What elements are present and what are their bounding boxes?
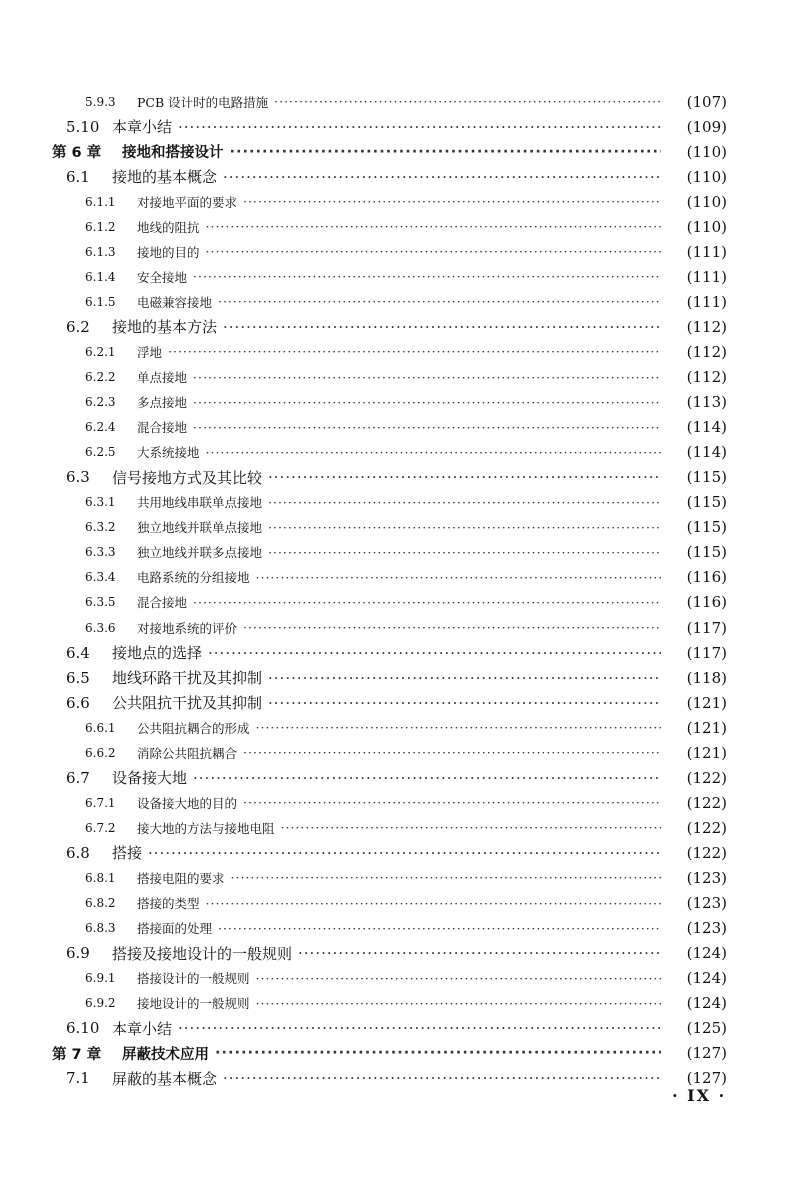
dot-leader bbox=[215, 1045, 661, 1061]
dot-leader bbox=[193, 769, 661, 787]
toc-entry-page: (112) bbox=[686, 368, 727, 387]
toc-entry-number: 6.3.1 bbox=[85, 495, 116, 510]
toc-entry-page: (127) bbox=[686, 1044, 727, 1063]
toc-entry-number: 6.8.3 bbox=[85, 921, 116, 936]
dot-leader bbox=[243, 194, 661, 209]
toc-entry-title: 对接地平面的要求 bbox=[137, 194, 238, 210]
toc-entry[interactable] bbox=[0, 916, 793, 941]
toc-entry-title: 接地的目的 bbox=[137, 244, 200, 260]
toc-entry-title: 大系统接地 bbox=[137, 445, 200, 461]
toc-entry[interactable] bbox=[0, 390, 793, 415]
toc-entry-page: (110) bbox=[686, 142, 727, 161]
toc-entry-number: 第 6 章 bbox=[52, 145, 102, 162]
toc-entry-page: (125) bbox=[686, 1019, 727, 1038]
toc-entry[interactable] bbox=[0, 1016, 793, 1041]
toc-entry-number: 6.2.1 bbox=[85, 344, 116, 359]
toc-entry-page: (115) bbox=[686, 493, 727, 512]
table-of-contents bbox=[0, 89, 793, 1091]
toc-entry-title: 本章小结 bbox=[112, 118, 173, 137]
toc-entry-page: (124) bbox=[686, 944, 727, 963]
toc-entry-number: 6.3.3 bbox=[85, 545, 116, 560]
dot-leader bbox=[256, 996, 661, 1011]
toc-entry[interactable] bbox=[0, 440, 793, 465]
toc-entry[interactable] bbox=[0, 991, 793, 1016]
dot-leader bbox=[256, 720, 661, 735]
dot-leader bbox=[243, 795, 661, 810]
toc-entry-number: 6.3 bbox=[66, 468, 90, 487]
toc-entry-title: 混合接地 bbox=[137, 595, 188, 611]
toc-entry-title: 地线环路干扰及其抑制 bbox=[112, 669, 263, 688]
toc-entry-number: 7.1 bbox=[66, 1069, 90, 1088]
toc-entry[interactable] bbox=[0, 139, 793, 164]
dot-leader bbox=[223, 1069, 661, 1087]
dot-leader bbox=[206, 896, 661, 911]
dot-leader bbox=[231, 870, 661, 885]
toc-entry[interactable] bbox=[0, 865, 793, 890]
toc-entry-page: (116) bbox=[686, 568, 727, 587]
toc-entry-number: 6.2.5 bbox=[85, 445, 116, 460]
dot-leader bbox=[178, 118, 661, 136]
dot-leader bbox=[268, 495, 661, 510]
toc-entry-number: 6.2.4 bbox=[85, 420, 116, 435]
toc-entry-title: 公共阻抗干扰及其抑制 bbox=[112, 694, 263, 713]
toc-entry-number: 6.1.3 bbox=[85, 244, 116, 259]
toc-entry-title: 对接地系统的评价 bbox=[137, 620, 238, 636]
dot-leader bbox=[193, 395, 661, 410]
toc-entry[interactable] bbox=[0, 239, 793, 264]
toc-entry-title: 电路系统的分组接地 bbox=[137, 570, 250, 586]
toc-entry[interactable] bbox=[0, 189, 793, 214]
toc-entry[interactable] bbox=[0, 565, 793, 590]
toc-entry-number: 6.7 bbox=[66, 768, 90, 787]
toc-entry-number: 6.6 bbox=[66, 693, 90, 712]
toc-entry-title: 接地设计的一般规则 bbox=[137, 996, 250, 1012]
toc-entry-title: 浮地 bbox=[137, 344, 163, 360]
toc-entry-number: 6.8 bbox=[66, 843, 90, 862]
toc-entry[interactable] bbox=[0, 339, 793, 364]
toc-entry[interactable] bbox=[0, 365, 793, 390]
toc-entry-number: 6.2.3 bbox=[85, 395, 116, 410]
toc-entry[interactable] bbox=[0, 465, 793, 490]
toc-entry[interactable] bbox=[0, 840, 793, 865]
toc-entry-page: (117) bbox=[686, 618, 727, 637]
toc-entry-page: (109) bbox=[686, 117, 727, 136]
toc-entry-page: (121) bbox=[686, 693, 727, 712]
toc-entry-number: 6.3.2 bbox=[85, 520, 116, 535]
toc-entry[interactable] bbox=[0, 89, 793, 114]
dot-leader bbox=[193, 595, 661, 610]
toc-entry-title: 接大地的方法与接地电阻 bbox=[137, 820, 275, 836]
toc-entry-title: 设备接大地 bbox=[112, 769, 188, 788]
toc-entry[interactable] bbox=[0, 765, 793, 790]
toc-entry-page: (107) bbox=[686, 92, 727, 111]
toc-entry-page: (124) bbox=[686, 969, 727, 988]
dot-leader bbox=[243, 745, 661, 760]
toc-entry-title: 电磁兼容接地 bbox=[137, 294, 213, 310]
toc-entry-number: 6.1 bbox=[66, 167, 90, 186]
toc-entry-number: 6.4 bbox=[66, 643, 90, 662]
toc-entry-title: 公共阻抗耦合的形成 bbox=[137, 720, 250, 736]
dot-leader bbox=[281, 820, 661, 835]
page-number: · IX · bbox=[672, 1086, 727, 1105]
toc-entry-title: 搭接面的处理 bbox=[137, 921, 213, 937]
toc-entry-number: 6.3.6 bbox=[85, 620, 116, 635]
toc-entry-page: (122) bbox=[686, 768, 727, 787]
dot-leader bbox=[206, 244, 661, 259]
toc-entry-title: 地线的阻抗 bbox=[137, 219, 200, 235]
toc-entry-number: 6.5 bbox=[66, 668, 90, 687]
toc-entry-page: (110) bbox=[686, 192, 727, 211]
toc-entry-title: 屏蔽技术应用 bbox=[122, 1046, 209, 1063]
toc-entry[interactable] bbox=[0, 790, 793, 815]
dot-leader bbox=[268, 669, 661, 687]
toc-entry-number: 6.1.1 bbox=[85, 194, 116, 209]
dot-leader bbox=[206, 219, 661, 234]
toc-entry-title: 混合接地 bbox=[137, 420, 188, 436]
toc-entry-number: 第 7 章 bbox=[52, 1046, 102, 1063]
toc-entry-page: (110) bbox=[686, 217, 727, 236]
dot-leader bbox=[193, 420, 661, 435]
toc-entry[interactable] bbox=[0, 966, 793, 991]
toc-entry-title: 单点接地 bbox=[137, 370, 188, 386]
toc-entry-title: 本章小结 bbox=[112, 1019, 173, 1038]
toc-entry-page: (115) bbox=[686, 468, 727, 487]
toc-entry-page: (124) bbox=[686, 994, 727, 1013]
toc-entry-title: 搭接电阻的要求 bbox=[137, 870, 225, 886]
toc-entry-page: (114) bbox=[686, 418, 727, 437]
toc-entry-page: (111) bbox=[686, 242, 727, 261]
toc-entry[interactable] bbox=[0, 891, 793, 916]
toc-entry-title: 搭接 bbox=[112, 844, 143, 863]
dot-leader bbox=[223, 318, 661, 336]
toc-entry-title: 接地的基本方法 bbox=[112, 318, 218, 337]
toc-entry[interactable] bbox=[0, 740, 793, 765]
toc-entry-page: (114) bbox=[686, 443, 727, 462]
dot-leader bbox=[193, 370, 661, 385]
toc-entry[interactable] bbox=[0, 314, 793, 339]
toc-entry-number: 5.10 bbox=[66, 117, 100, 136]
toc-entry-title: 独立地线并联单点接地 bbox=[137, 520, 263, 536]
dot-leader bbox=[178, 1019, 661, 1037]
toc-entry-page: (123) bbox=[686, 919, 727, 938]
dot-leader bbox=[218, 921, 661, 936]
dot-leader bbox=[268, 468, 661, 486]
toc-entry-number: 6.9.1 bbox=[85, 971, 116, 986]
toc-entry-title: 接地和搭接设计 bbox=[122, 145, 224, 162]
toc-entry-title: 独立地线并联多点接地 bbox=[137, 545, 263, 561]
toc-entry-title: 接地的基本概念 bbox=[112, 168, 218, 187]
dot-leader bbox=[223, 168, 661, 186]
toc-entry-page: (127) bbox=[686, 1069, 727, 1088]
toc-entry-number: 6.7.1 bbox=[85, 795, 116, 810]
toc-entry-number: 6.1.4 bbox=[85, 269, 116, 284]
toc-entry-page: (122) bbox=[686, 793, 727, 812]
toc-entry-title: 设备接大地的目的 bbox=[137, 795, 238, 811]
toc-entry[interactable] bbox=[0, 415, 793, 440]
dot-leader bbox=[256, 971, 661, 986]
toc-entry[interactable] bbox=[0, 665, 793, 690]
toc-entry-number: 6.3.5 bbox=[85, 595, 116, 610]
toc-entry-page: (115) bbox=[686, 543, 727, 562]
toc-entry-number: 6.10 bbox=[66, 1019, 100, 1038]
toc-entry-page: (116) bbox=[686, 593, 727, 612]
toc-entry-title: 共用地线串联单点接地 bbox=[137, 495, 263, 511]
toc-entry-title: 搭接的类型 bbox=[137, 896, 200, 912]
toc-entry-title: 安全接地 bbox=[137, 269, 188, 285]
toc-entry-number: 6.6.2 bbox=[85, 745, 116, 760]
toc-entry[interactable] bbox=[0, 214, 793, 239]
toc-entry-title: 屏蔽的基本概念 bbox=[112, 1069, 218, 1088]
toc-entry-title: 搭接及接地设计的一般规则 bbox=[112, 944, 293, 963]
toc-entry[interactable] bbox=[0, 515, 793, 540]
toc-entry-page: (115) bbox=[686, 518, 727, 537]
dot-leader bbox=[148, 844, 661, 862]
toc-entry-page: (111) bbox=[686, 292, 727, 311]
toc-entry-page: (113) bbox=[686, 393, 727, 412]
toc-entry-number: 6.8.1 bbox=[85, 870, 116, 885]
toc-entry-title: 信号接地方式及其比较 bbox=[112, 468, 263, 487]
dot-leader bbox=[168, 344, 661, 359]
toc-entry-page: (112) bbox=[686, 342, 727, 361]
toc-entry-number: 6.1.5 bbox=[85, 294, 116, 309]
toc-entry[interactable] bbox=[0, 941, 793, 966]
toc-entry-title: 消除公共阻抗耦合 bbox=[137, 745, 238, 761]
toc-entry-number: 6.1.2 bbox=[85, 219, 116, 234]
toc-entry-number: 6.8.2 bbox=[85, 896, 116, 911]
toc-entry-page: (112) bbox=[686, 317, 727, 336]
dot-leader bbox=[193, 269, 661, 284]
toc-entry-page: (111) bbox=[686, 267, 727, 286]
toc-entry[interactable] bbox=[0, 114, 793, 139]
dot-leader bbox=[268, 545, 661, 560]
toc-entry-number: 6.9 bbox=[66, 944, 90, 963]
toc-entry-page: (123) bbox=[686, 868, 727, 887]
toc-entry-page: (117) bbox=[686, 643, 727, 662]
dot-leader bbox=[243, 620, 661, 635]
toc-entry-title: 搭接设计的一般规则 bbox=[137, 971, 250, 987]
toc-entry-page: (122) bbox=[686, 818, 727, 837]
toc-entry[interactable] bbox=[0, 1041, 793, 1066]
dot-leader bbox=[206, 445, 661, 460]
toc-entry-title: 多点接地 bbox=[137, 395, 188, 411]
toc-entry-page: (121) bbox=[686, 743, 727, 762]
toc-entry[interactable] bbox=[0, 490, 793, 515]
toc-entry[interactable] bbox=[0, 540, 793, 565]
toc-entry-number: 6.3.4 bbox=[85, 570, 116, 585]
toc-entry[interactable] bbox=[0, 164, 793, 189]
toc-entry-page: (123) bbox=[686, 894, 727, 913]
toc-entry[interactable] bbox=[0, 615, 793, 640]
dot-leader bbox=[268, 520, 661, 535]
dot-leader bbox=[274, 94, 661, 109]
toc-entry-number: 6.9.2 bbox=[85, 996, 116, 1011]
toc-entry-number: 6.2.2 bbox=[85, 370, 116, 385]
toc-entry[interactable] bbox=[0, 690, 793, 715]
toc-entry-title: PCB 设计时的电路措施 bbox=[137, 94, 269, 110]
toc-entry-page: (122) bbox=[686, 843, 727, 862]
toc-entry[interactable] bbox=[0, 590, 793, 615]
toc-entry-page: (110) bbox=[686, 167, 727, 186]
toc-entry[interactable] bbox=[0, 815, 793, 840]
dot-leader bbox=[256, 570, 661, 585]
toc-entry-number: 6.7.2 bbox=[85, 820, 116, 835]
dot-leader bbox=[268, 694, 661, 712]
toc-entry-page: (118) bbox=[686, 668, 727, 687]
toc-entry[interactable] bbox=[0, 640, 793, 665]
dot-leader bbox=[298, 944, 661, 962]
toc-entry-page: (121) bbox=[686, 718, 727, 737]
toc-entry[interactable] bbox=[0, 715, 793, 740]
dot-leader bbox=[230, 144, 662, 160]
toc-entry-number: 6.2 bbox=[66, 317, 90, 336]
toc-entry-number: 5.9.3 bbox=[85, 94, 116, 109]
dot-leader bbox=[218, 294, 661, 309]
toc-entry[interactable] bbox=[0, 264, 793, 289]
toc-entry-number: 6.6.1 bbox=[85, 720, 116, 735]
dot-leader bbox=[208, 644, 661, 662]
toc-entry-title: 接地点的选择 bbox=[112, 644, 203, 663]
toc-entry[interactable] bbox=[0, 289, 793, 314]
